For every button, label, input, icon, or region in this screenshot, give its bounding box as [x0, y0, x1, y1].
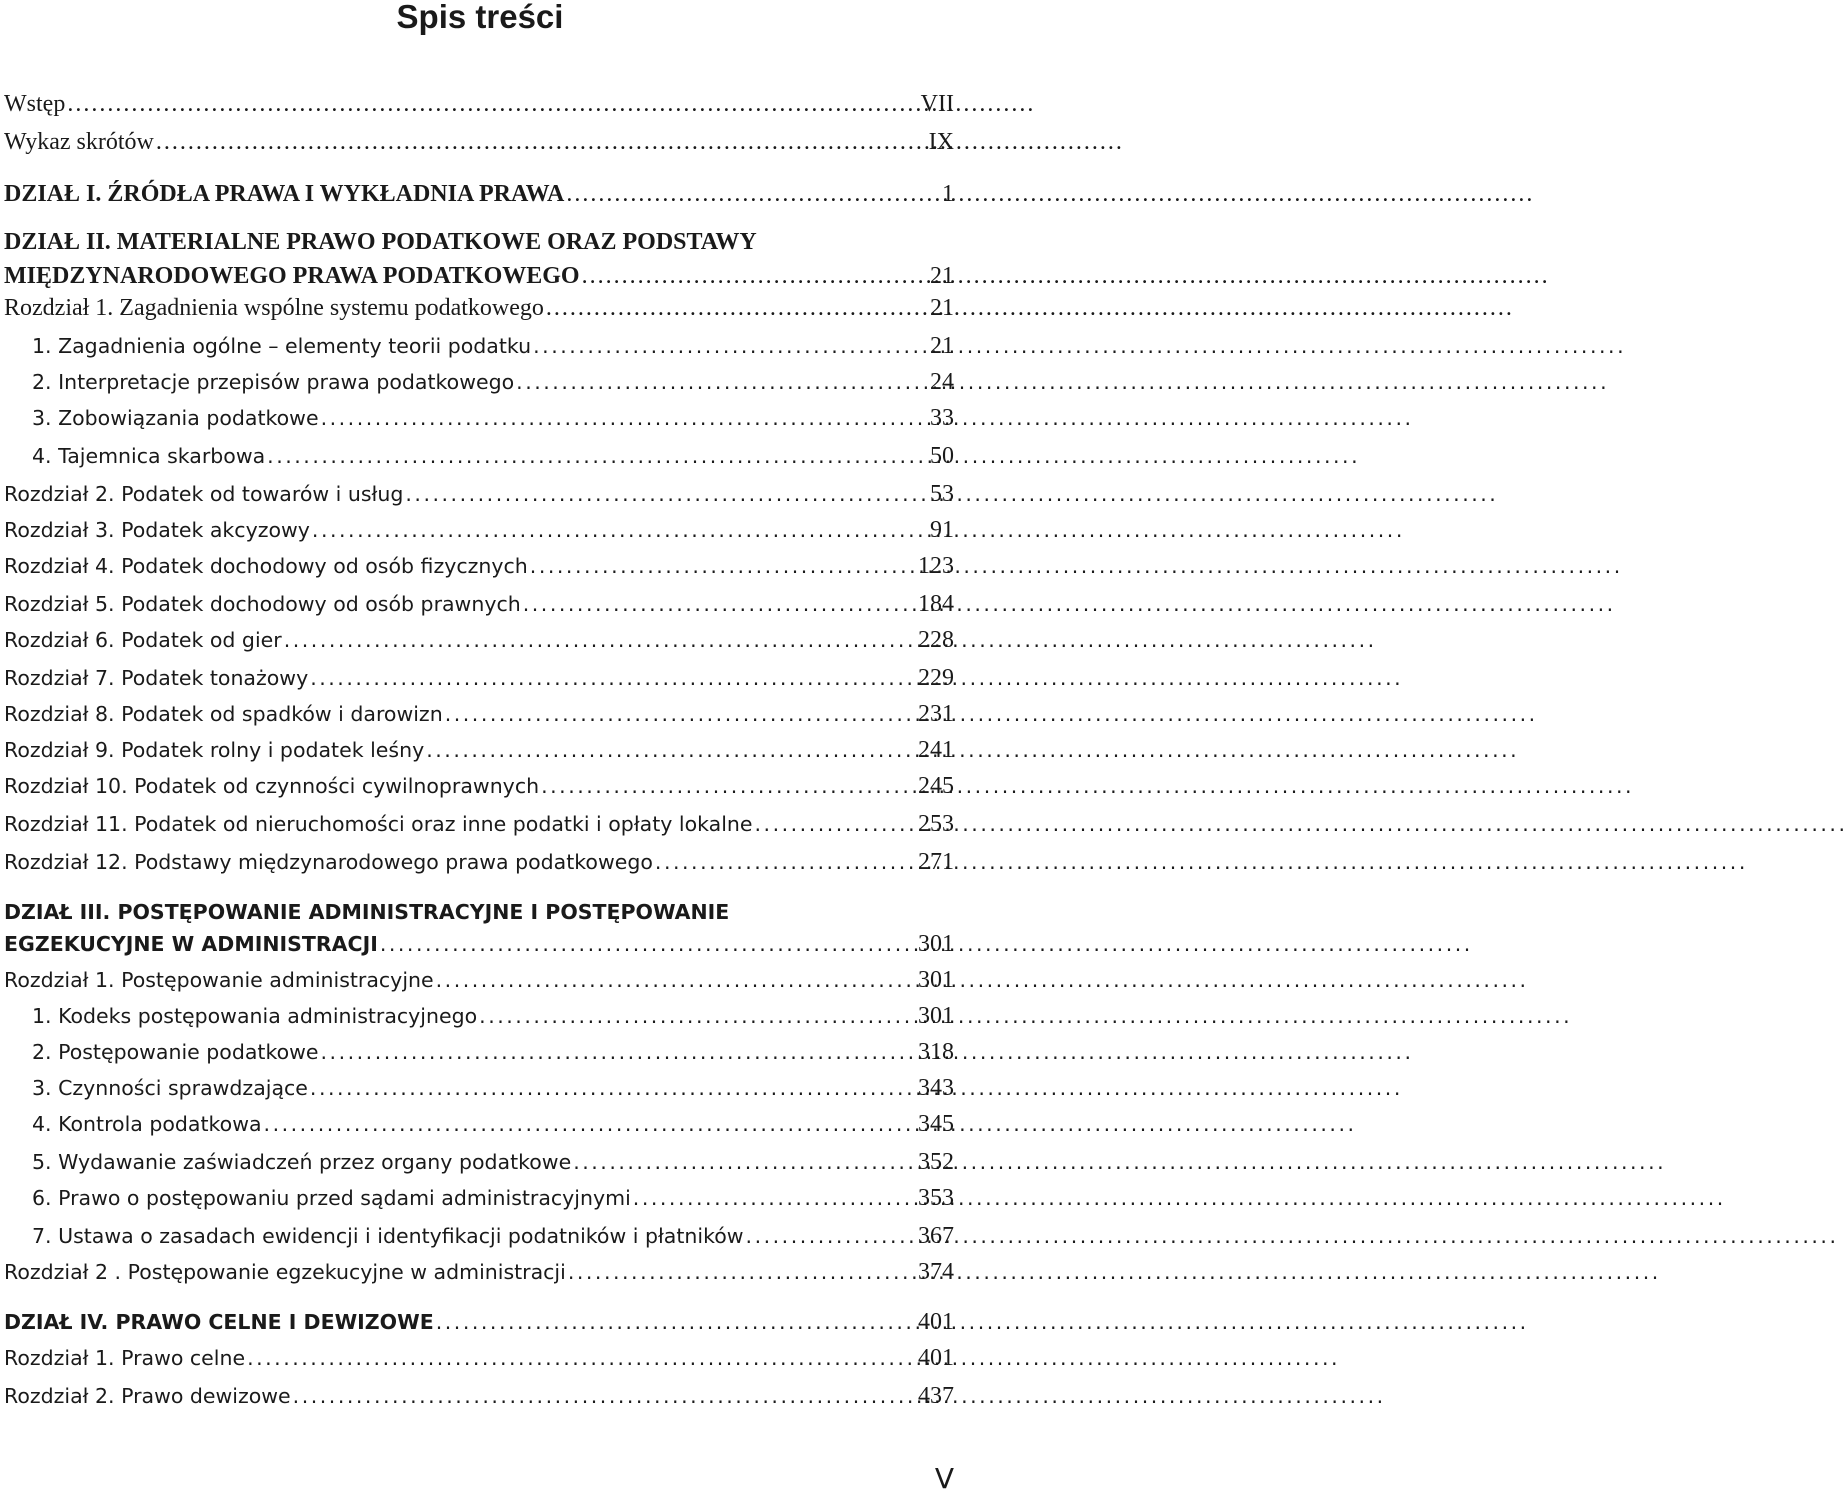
dot-leader — [405, 478, 883, 510]
toc-entry-page: 91 — [930, 517, 954, 543]
toc-entry — [4, 330, 954, 362]
dot-leader — [67, 88, 883, 120]
dot-leader — [541, 770, 883, 802]
toc-entry — [4, 1146, 954, 1178]
toc-entry — [4, 1220, 954, 1252]
toc-entry-title: Rozdział 12. Podstawy międzynarodowego prawa podatkowego — [4, 850, 653, 874]
toc-entry-page: 301 — [918, 1003, 954, 1029]
toc-entry-title: 1. Kodeks postępowania administracyjnego — [32, 1004, 478, 1028]
dot-leader — [755, 808, 883, 840]
toc-entry-page: 345 — [918, 1111, 954, 1137]
toc-entry-title: 7. Ustawa o zasadach ewidencji i identyfikacji podatników i płatników — [32, 1224, 744, 1248]
toc-entry — [4, 734, 954, 766]
toc-entry-page: 318 — [918, 1039, 954, 1065]
toc-entry-title: Rozdział 11. Podatek od nieruchomości oraz inne podatki i opłaty lokalne — [4, 812, 753, 836]
toc-entry-title: Rozdział 1. Zagadnienia wspólne systemu podatkowego — [4, 295, 544, 321]
dot-leader — [566, 178, 883, 210]
toc-entry — [4, 846, 954, 878]
toc-entry-title: Rozdział 2. Prawo dewizowe — [4, 1384, 291, 1408]
toc-entry-page: 241 — [918, 737, 954, 763]
toc-entry-page: 1 — [942, 181, 954, 207]
toc-entry-title: 4. Kontrola podatkowa — [32, 1112, 262, 1136]
dot-leader — [436, 964, 883, 996]
toc-entry-page: 374 — [918, 1259, 954, 1285]
dot-leader — [247, 1342, 883, 1374]
dot-leader — [746, 1220, 883, 1252]
dot-leader — [655, 846, 883, 878]
toc-entry-page: 352 — [918, 1149, 954, 1175]
toc-entry — [4, 964, 954, 996]
toc-entry — [4, 896, 954, 928]
toc-entry-title: 5. Wydawanie zaświadczeń przez organy podatkowe — [32, 1150, 572, 1174]
dot-leader — [546, 292, 883, 324]
toc-entry-page: 231 — [918, 701, 954, 727]
dot-leader — [321, 402, 883, 434]
dot-leader — [156, 126, 883, 158]
toc-entry-page: 229 — [918, 665, 954, 691]
toc-entry — [4, 178, 954, 210]
toc-entry-title: DZIAŁ IV. PRAWO CELNE I DEWIZOWE — [4, 1310, 434, 1334]
toc-entry — [4, 1036, 954, 1068]
toc-entry — [4, 88, 954, 120]
toc-entry — [4, 808, 954, 840]
toc-entry-title: 4. Tajemnica skarbowa — [32, 444, 266, 468]
toc-entry-title: Rozdział 1. Prawo celne — [4, 1346, 246, 1370]
dot-leader — [523, 588, 883, 620]
toc-entry-title: MIĘDZYNARODOWEGO PRAWA PODATKOWEGO — [4, 263, 580, 289]
toc-entry-page: 228 — [918, 627, 954, 653]
page-number: V — [934, 1462, 954, 1495]
toc-entry — [4, 1182, 954, 1214]
toc-entry-page: 21 — [930, 333, 954, 359]
toc-entry-title: DZIAŁ II. MATERIALNE PRAWO PODATKOWE ORAZ PODSTAWY — [4, 229, 757, 255]
dot-leader — [633, 1182, 883, 1214]
toc-entry-title: 1. Zagadnienia ogólne – elementy teorii podatku — [32, 334, 532, 358]
toc-entry-title: DZIAŁ III. POSTĘPOWANIE ADMINISTRACYJNE I POSTĘPOWANIE — [4, 900, 730, 924]
toc-entry-page: VII — [920, 91, 954, 117]
toc-entry-page: 245 — [918, 773, 954, 799]
dot-leader — [310, 662, 883, 694]
toc-entry — [4, 1380, 954, 1412]
toc-entry-page: 123 — [918, 553, 954, 579]
dot-leader — [264, 1108, 883, 1140]
toc-entry-title: 6. Prawo o postępowaniu przed sądami administracyjnymi — [32, 1186, 631, 1210]
toc-entry-page: 53 — [930, 481, 954, 507]
dot-leader — [293, 1380, 883, 1412]
dot-leader — [533, 330, 883, 362]
dot-leader — [530, 550, 883, 582]
toc-entry-title: Rozdział 4. Podatek dochodowy od osób fizycznych — [4, 554, 528, 578]
dot-leader — [479, 1000, 883, 1032]
dot-leader — [573, 1146, 883, 1178]
toc-entry-title: Rozdział 7. Podatek tonażowy — [4, 666, 309, 690]
toc-entry-page: IX — [928, 129, 954, 155]
toc-entry-title: Rozdział 3. Podatek akcyzowy — [4, 518, 310, 542]
dot-leader — [568, 1256, 883, 1288]
toc-entry-title: EGZEKUCYJNE W ADMINISTRACJI — [4, 932, 378, 956]
toc-entry-page: 367 — [918, 1223, 954, 1249]
toc-entry — [4, 1306, 954, 1338]
dot-leader — [516, 366, 883, 398]
toc-entry-title: 2. Interpretacje przepisów prawa podatkowego — [32, 370, 515, 394]
toc-entry — [4, 226, 954, 258]
toc-entry — [4, 550, 954, 582]
toc-entry — [4, 662, 954, 694]
toc-entry-title: DZIAŁ I. ŹRÓDŁA PRAWA I WYKŁADNIA PRAWA — [4, 181, 565, 207]
toc-entry-page: 50 — [930, 443, 954, 469]
toc-entry — [4, 588, 954, 620]
toc-entry-title: Wstęp — [4, 91, 66, 117]
toc-entry-page: 21 — [930, 263, 954, 289]
toc-entry — [4, 928, 954, 960]
toc-entry-page: 184 — [918, 591, 954, 617]
toc-entry-page: 401 — [918, 1309, 954, 1335]
toc-entry — [4, 1342, 954, 1374]
toc-entry — [4, 126, 954, 158]
toc-entry-page: 24 — [930, 369, 954, 395]
toc-entry — [4, 1108, 954, 1140]
toc-entry-title: Rozdział 1. Postępowanie administracyjne — [4, 968, 434, 992]
dot-leader — [284, 624, 883, 656]
dot-leader — [380, 928, 883, 960]
toc-entry — [4, 440, 954, 472]
toc-entry — [4, 1072, 954, 1104]
dot-leader — [321, 1036, 883, 1068]
toc-entry — [4, 260, 954, 292]
page-title: Spis treści — [396, 0, 564, 35]
toc-entry-page: 253 — [918, 811, 954, 837]
toc-entry-title: Rozdział 2 . Postępowanie egzekucyjne w administracji — [4, 1260, 566, 1284]
toc-entry-title: 3. Czynności sprawdzające — [32, 1076, 308, 1100]
toc-entry-title: Rozdział 9. Podatek rolny i podatek leśny — [4, 738, 425, 762]
dot-leader — [310, 1072, 883, 1104]
toc-entry — [4, 1256, 954, 1288]
dot-leader — [312, 514, 883, 546]
toc-entry-page: 301 — [918, 931, 954, 957]
toc-entry — [4, 624, 954, 656]
toc-entry-title: Rozdział 10. Podatek od czynności cywilnoprawnych — [4, 774, 540, 798]
toc-entry — [4, 1000, 954, 1032]
toc-entry — [4, 698, 954, 730]
dot-leader — [445, 698, 883, 730]
toc-entry-title: Wykaz skrótów — [4, 129, 154, 155]
toc-entry-title: Rozdział 6. Podatek od gier — [4, 628, 282, 652]
toc-entry — [4, 402, 954, 434]
toc-entry-page: 33 — [930, 405, 954, 431]
toc-entry — [4, 478, 954, 510]
toc-entry-title: Rozdział 2. Podatek od towarów i usług — [4, 482, 404, 506]
toc-entry — [4, 292, 954, 324]
dot-leader — [426, 734, 883, 766]
dot-leader — [582, 260, 883, 292]
dot-leader — [436, 1306, 883, 1338]
toc-entry-title: Rozdział 5. Podatek dochodowy od osób prawnych — [4, 592, 521, 616]
toc-entry-page: 271 — [918, 849, 954, 875]
toc-entry-page: 353 — [918, 1185, 954, 1211]
toc-entry-page: 21 — [930, 295, 954, 321]
toc-entry-page: 301 — [918, 967, 954, 993]
toc-entry — [4, 770, 954, 802]
toc-entry — [4, 514, 954, 546]
toc-entry-page: 343 — [918, 1075, 954, 1101]
toc-entry — [4, 366, 954, 398]
toc-entry-page: 401 — [918, 1345, 954, 1371]
toc-entry-title: Rozdział 8. Podatek od spadków i darowizn — [4, 702, 443, 726]
toc-entry-title: 3. Zobowiązania podatkowe — [32, 406, 319, 430]
toc-entry-page: 437 — [918, 1383, 954, 1409]
dot-leader — [267, 440, 883, 472]
toc-entry-title: 2. Postępowanie podatkowe — [32, 1040, 319, 1064]
